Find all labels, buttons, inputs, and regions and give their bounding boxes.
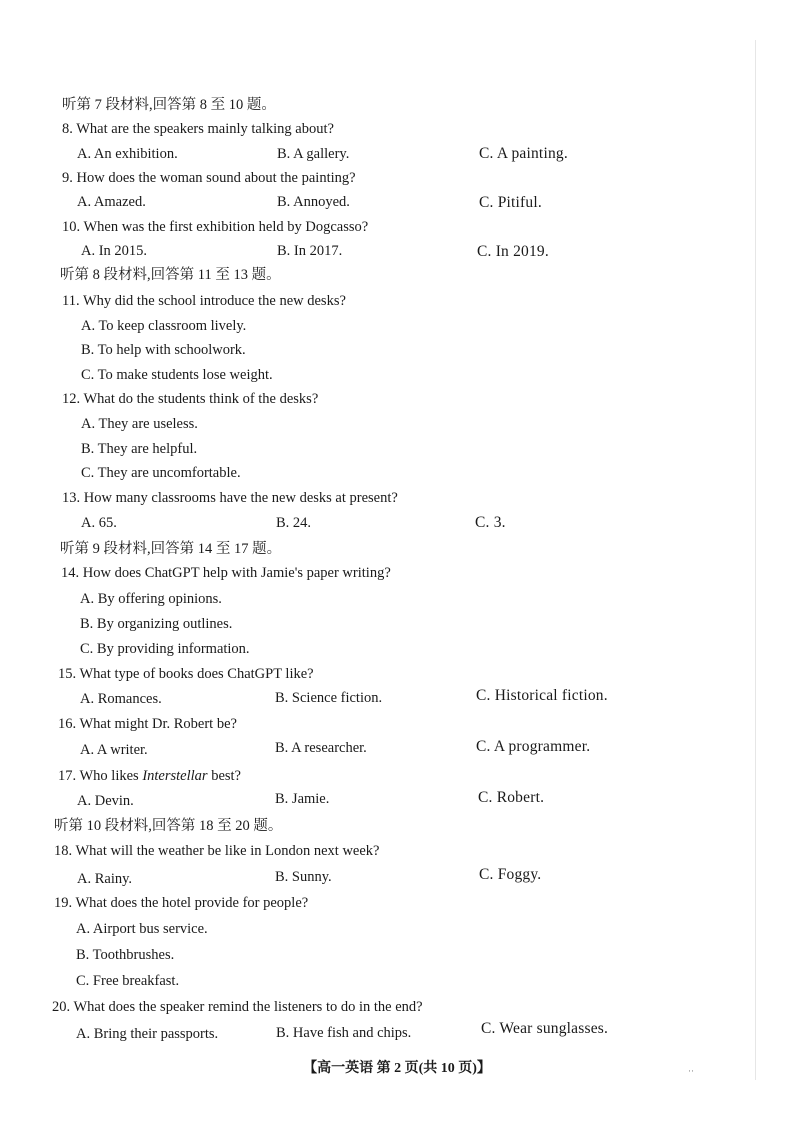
question-stem: 12. What do the students think of the desks? [62, 391, 319, 407]
section-heading: 听第 8 段材料,回答第 11 至 13 题。 [60, 267, 281, 283]
option-b: B. Annoyed. [277, 194, 350, 210]
option-c: C. Pitiful. [479, 194, 542, 211]
question-stem-prefix: 17. Who likes [58, 768, 143, 784]
option-a: A. An exhibition. [77, 146, 178, 162]
option-b: B. Toothbrushes. [76, 947, 175, 963]
film-title: Interstellar [142, 768, 208, 784]
page-footer: 【高一英语 第 2 页(共 10 页)】 [303, 1061, 491, 1076]
option-a: A. Romances. [80, 691, 162, 707]
option-b: B. A researcher. [275, 740, 367, 756]
option-a: A. Airport bus service. [76, 921, 208, 937]
option-c: C. In 2019. [477, 243, 549, 260]
option-a: A. By offering opinions. [80, 591, 222, 607]
question-stem: 14. How does ChatGPT help with Jamie's paper writing? [61, 565, 391, 581]
option-a: A. 65. [81, 515, 117, 531]
section-heading: 听第 9 段材料,回答第 14 至 17 题。 [60, 541, 282, 557]
section-heading: 听第 10 段材料,回答第 18 至 20 题。 [54, 818, 283, 834]
option-a: A. They are useless. [81, 416, 198, 432]
option-a: A. Rainy. [77, 871, 133, 887]
question-stem-suffix: best? [207, 768, 241, 784]
question-stem: 10. When was the first exhibition held by Dogcasso? [62, 219, 369, 235]
option-b: B. A gallery. [277, 146, 350, 162]
option-c: C. By providing information. [80, 641, 250, 657]
option-a: A. To keep classroom lively. [81, 318, 247, 334]
question-stem: 19. What does the hotel provide for people? [54, 895, 309, 911]
option-c: C. Robert. [478, 789, 545, 806]
question-stem: 9. How does the woman sound about the painting? [62, 170, 356, 186]
question-stem: 18. What will the weather be like in London next week? [54, 843, 380, 859]
option-b: B. To help with schoolwork. [81, 342, 246, 358]
option-b: B. Sunny. [275, 869, 332, 885]
scan-edge [755, 40, 756, 1080]
option-b: B. Science fiction. [275, 690, 383, 706]
option-b: B. By organizing outlines. [80, 616, 233, 632]
option-b: B. In 2017. [277, 243, 343, 259]
option-b: B. They are helpful. [81, 441, 198, 457]
option-c: C. To make students lose weight. [81, 367, 273, 383]
question-stem: 11. Why did the school introduce the new desks? [62, 293, 346, 309]
section-heading: 听第 7 段材料,回答第 8 至 10 题。 [62, 97, 276, 113]
option-a: A. Amazed. [77, 194, 146, 210]
option-a: A. Devin. [77, 793, 134, 809]
question-stem: 20. What does the speaker remind the listeners to do in the end? [52, 999, 423, 1015]
question-stem [58, 767, 241, 785]
question-stem: 16. What might Dr. Robert be? [58, 716, 237, 732]
option-c: C. 3. [475, 514, 506, 531]
option-b: B. Jamie. [275, 791, 330, 807]
option-a: A. In 2015. [81, 243, 148, 259]
question-stem: 13. How many classrooms have the new desks at present? [62, 490, 398, 506]
option-b: B. 24. [276, 515, 312, 531]
option-c: C. Free breakfast. [76, 973, 180, 989]
option-b: B. Have fish and chips. [276, 1025, 412, 1041]
question-stem: 15. What type of books does ChatGPT like? [58, 666, 314, 682]
option-a: A. Bring their passports. [76, 1026, 219, 1042]
option-c: C. Historical fiction. [476, 687, 608, 704]
option-c: C. A programmer. [476, 738, 591, 755]
corner-mark: ·· [688, 1066, 694, 1076]
option-c: C. They are uncomfortable. [81, 465, 241, 481]
option-c: C. Foggy. [479, 866, 542, 883]
option-c: C. A painting. [479, 145, 568, 162]
question-stem: 8. What are the speakers mainly talking about? [62, 121, 334, 137]
option-c: C. Wear sunglasses. [481, 1020, 609, 1037]
option-a: A. A writer. [80, 742, 148, 758]
